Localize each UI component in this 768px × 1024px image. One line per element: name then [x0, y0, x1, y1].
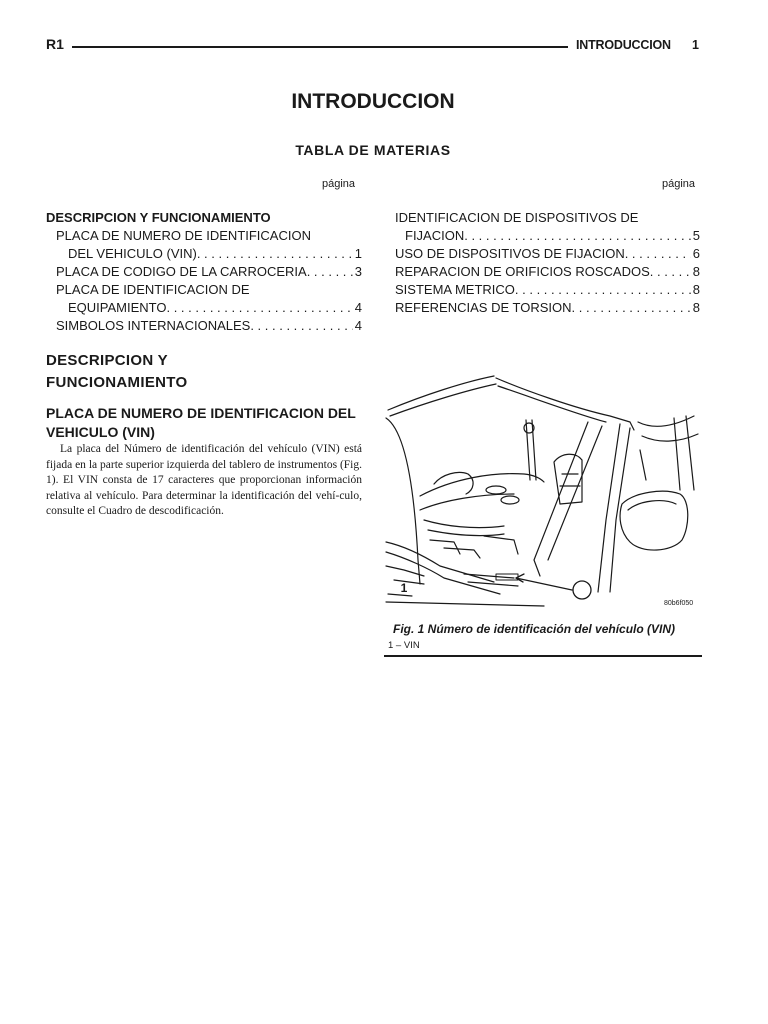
toc-leader-dots [625, 245, 691, 263]
section-heading [46, 350, 346, 394]
subsection-heading-line: VEHICULO (VIN) [46, 424, 155, 440]
toc-entry-label: FIJACION [405, 228, 465, 243]
toc-entry[interactable] [395, 245, 700, 263]
toc-entry-label: DEL VEHICULO (VIN) [68, 246, 197, 261]
vin-location-illustration [384, 370, 704, 614]
toc-leader-dots [250, 317, 352, 335]
toc-leader-dots [572, 299, 691, 317]
toc-entry-line: PLACA DE IDENTIFICACION DE [56, 282, 250, 297]
toc-entry-label: REPARACION DE ORIFICIOS ROSCADOS [395, 264, 650, 279]
figure-bottom-rule [384, 655, 702, 657]
toc-entry-page: 4 [354, 300, 362, 315]
subsection-heading-line: PLACA DE NUMERO DE IDENTIFICACION DEL [46, 405, 356, 421]
toc-entry-page: 6 [692, 246, 700, 261]
toc-entry[interactable] [395, 263, 700, 281]
toc-page-label-right: página [662, 178, 696, 190]
figure-caption: Fig. 1 Número de identificación del vehículo (VIN) [393, 622, 676, 636]
figure-legend: 1 – VIN [388, 640, 420, 651]
toc-entry-label: SISTEMA METRICO [395, 282, 515, 297]
toc-page-label-left: página [322, 178, 356, 190]
body-paragraph: La placa del Número de identificación del vehículo (VIN) está fijada en la parte superior izquierda del tablero de instrumentos (Fig. 1). El VIN consta de 17 caracteres que proporcionan información relativa al vehículo. Para determinar la identificación del vehí-culo, consulte el Cuadro de descodificación. [46, 443, 362, 517]
toc-leader-dots [650, 263, 691, 281]
toc-heading: TABLA DE MATERIAS [295, 142, 451, 158]
toc-entry-page: 8 [692, 282, 700, 297]
toc-leader-dots [464, 227, 691, 245]
toc-entry[interactable] [46, 281, 362, 317]
toc-entry[interactable] [46, 227, 362, 263]
toc-entry-page: 4 [354, 318, 362, 333]
figure-code: 80b6f050 [664, 600, 694, 607]
page-title: INTRODUCCION [291, 90, 455, 113]
toc-leader-dots [515, 281, 691, 299]
toc-entry-line: PLACA DE NUMERO DE IDENTIFICACION [56, 228, 311, 243]
toc-entry[interactable] [46, 263, 362, 281]
toc-entry-label: SIMBOLOS INTERNACIONALES [56, 318, 251, 333]
subsection-heading [46, 404, 366, 442]
toc-entry-page: 5 [692, 228, 700, 243]
header-rule [72, 46, 568, 48]
header-page-number: 1 [692, 38, 699, 52]
toc-entry[interactable] [395, 281, 700, 299]
header-section-code: R1 [46, 36, 64, 52]
toc-leader-dots [166, 299, 352, 317]
toc-entry-page: 3 [354, 264, 362, 279]
toc-section-heading: DESCRIPCION Y FUNCIONAMIENTO [46, 210, 271, 225]
toc-entry[interactable] [395, 299, 700, 317]
toc-entry[interactable] [46, 317, 362, 335]
toc-entry-page: 8 [692, 264, 700, 279]
toc-entry-label: PLACA DE CODIGO DE LA CARROCERIA [56, 264, 307, 279]
callout-number: 1 [400, 581, 408, 595]
toc-right-column [395, 209, 700, 317]
toc-left-column [46, 209, 362, 335]
toc-entry-label: REFERENCIAS DE TORSION [395, 300, 572, 315]
toc-entry-label: USO DE DISPOSITIVOS DE FIJACION [395, 246, 625, 261]
toc-leader-dots [307, 263, 353, 281]
toc-entry-page: 1 [354, 246, 362, 261]
header-chapter-title: INTRODUCCION [576, 38, 671, 52]
toc-leader-dots [197, 245, 353, 263]
toc-entry-page: 8 [692, 300, 700, 315]
toc-entry[interactable] [395, 209, 700, 245]
section-heading-line: FUNCIONAMIENTO [46, 374, 188, 391]
toc-entry-label: EQUIPAMIENTO [68, 300, 167, 315]
section-heading-line: DESCRIPCION Y [46, 352, 168, 369]
toc-entry-line: IDENTIFICACION DE DISPOSITIVOS DE [395, 210, 639, 225]
